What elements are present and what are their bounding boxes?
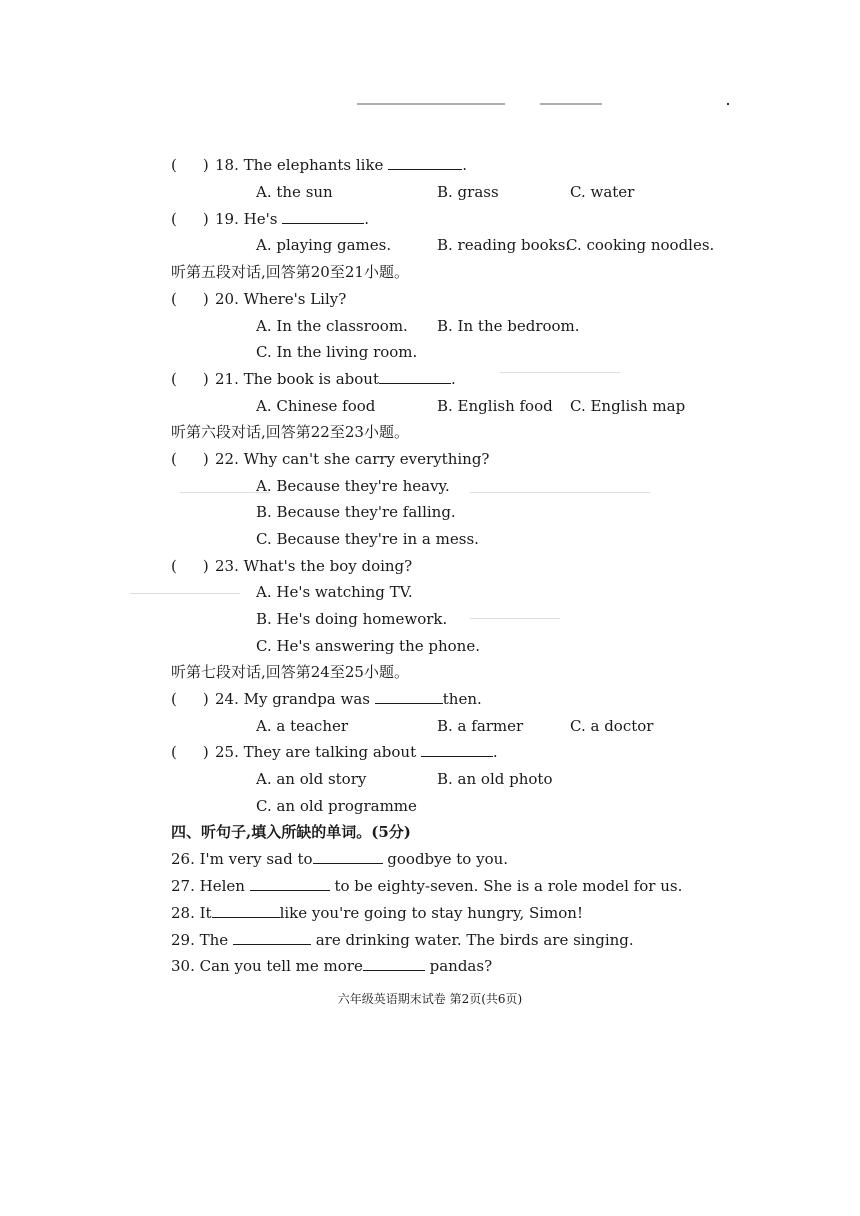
option-a: A. playing games. — [256, 236, 392, 254]
bleed-mark — [130, 593, 240, 594]
option-a: A. He's watching TV. — [256, 583, 413, 601]
answer-bracket[interactable]: ( ) — [171, 290, 209, 308]
bleed-mark — [470, 618, 560, 619]
answer-blank[interactable] — [212, 903, 280, 918]
option-a: A. an old story — [256, 770, 367, 788]
answer-bracket[interactable]: ( ) — [171, 690, 209, 708]
answer-bracket[interactable]: ( ) — [171, 210, 209, 228]
answer-blank[interactable] — [375, 689, 443, 704]
question-stem: 18. The elephants like . — [215, 156, 467, 174]
answer-blank[interactable] — [363, 956, 425, 971]
page-footer: 六年级英语期末试卷 第2页(共6页) — [337, 992, 523, 1006]
answer-blank[interactable] — [421, 742, 493, 757]
option-b: B. He's doing homework. — [256, 610, 448, 628]
question-stem: 20. Where's Lily? — [215, 290, 347, 308]
bleed-mark — [500, 372, 620, 373]
option-b: B. In the bedroom. — [437, 317, 580, 335]
top-rule-left — [357, 103, 505, 105]
question-stem: 23. What's the boy doing? — [215, 557, 413, 575]
bleed-mark — [470, 492, 650, 493]
answer-blank[interactable] — [388, 155, 462, 170]
corner-mark — [727, 103, 729, 105]
option-b: B. a farmer — [437, 717, 524, 735]
option-a: A. the sun — [256, 183, 333, 201]
option-a: A. Because they're heavy. — [256, 477, 450, 495]
option-c: C. He's answering the phone. — [256, 637, 480, 655]
exam-page: ( ) 18. The elephants like . A. the sun B. grass C. water ( ) 19. He's . A. playing games. B. reading books. C. cooking noodles. 听第五段对话,回答第20至21小题。 ( ) 20. Where's Lily? A. In the classroom. B. In the bedroom. C. In the living room. ( ) 21. The book is about . A. Chinese food B. English food C. English map 听第六段对话,回答第22至23小题。 ( ) 22. Why can't she carry everything? A. Because they're heavy. B. Because they're falling. C. Because they're in a mess. ( ) 23. What's the boy doing? A. He's watching TV. B. He's doing homework. C. He's answering the phone. 听第七段对话,回答第24至25小题。 ( ) 24. My grandpa was then. A. a teacher B. a farmer C. a doctor ( ) 25. They are talking about . A. an old story B. an old photo C. an old programme 四、听句子,填入所缺的单词。(5分) 26. I'm very sad to goodbye to you. 27. Helen to be eighty-seven. She is a role model for us. 28. It like you're going to stay hungry, Simon! 29. The are drinking water. The birds are singing. 30. Can you tell me more pandas? 六年级英语期末试卷 第2页(共6页) — [0, 0, 860, 1216]
question-stem: 25. They are talking about . — [215, 743, 498, 761]
option-c: C. English map — [570, 397, 686, 415]
option-c: C. an old programme — [256, 797, 417, 815]
option-a: A. a teacher — [256, 717, 349, 735]
option-b: B. reading books. — [437, 236, 571, 254]
answer-bracket[interactable]: ( ) — [171, 743, 209, 761]
answer-bracket[interactable]: ( ) — [171, 557, 209, 575]
answer-bracket[interactable]: ( ) — [171, 450, 209, 468]
answer-blank[interactable] — [313, 849, 383, 864]
option-b: B. Because they're falling. — [256, 503, 456, 521]
option-c: C. In the living room. — [256, 343, 418, 361]
question-stem: 22. Why can't she carry everything? — [215, 450, 490, 468]
option-b: B. grass — [437, 183, 499, 201]
option-b: B. an old photo — [437, 770, 553, 788]
answer-blank[interactable] — [250, 876, 330, 891]
question-stem: 19. He's . — [215, 210, 369, 228]
top-rule-right — [540, 103, 602, 105]
question-stem: 24. My grandpa was then. — [215, 690, 482, 708]
answer-blank[interactable] — [233, 930, 311, 945]
option-a: A. In the classroom. — [256, 317, 408, 335]
option-a: A. Chinese food — [256, 397, 376, 415]
answer-blank[interactable] — [379, 369, 451, 384]
option-b: B. English food — [437, 397, 553, 415]
answer-bracket[interactable]: ( ) — [171, 370, 209, 388]
answer-bracket[interactable]: ( ) — [171, 156, 209, 174]
option-c: C. water — [570, 183, 635, 201]
option-c: C. Because they're in a mess. — [256, 530, 479, 548]
answer-blank[interactable] — [282, 209, 364, 224]
option-c: C. cooking noodles. — [566, 236, 715, 254]
question-stem: 21. The book is about . — [215, 370, 456, 388]
option-c: C. a doctor — [570, 717, 654, 735]
